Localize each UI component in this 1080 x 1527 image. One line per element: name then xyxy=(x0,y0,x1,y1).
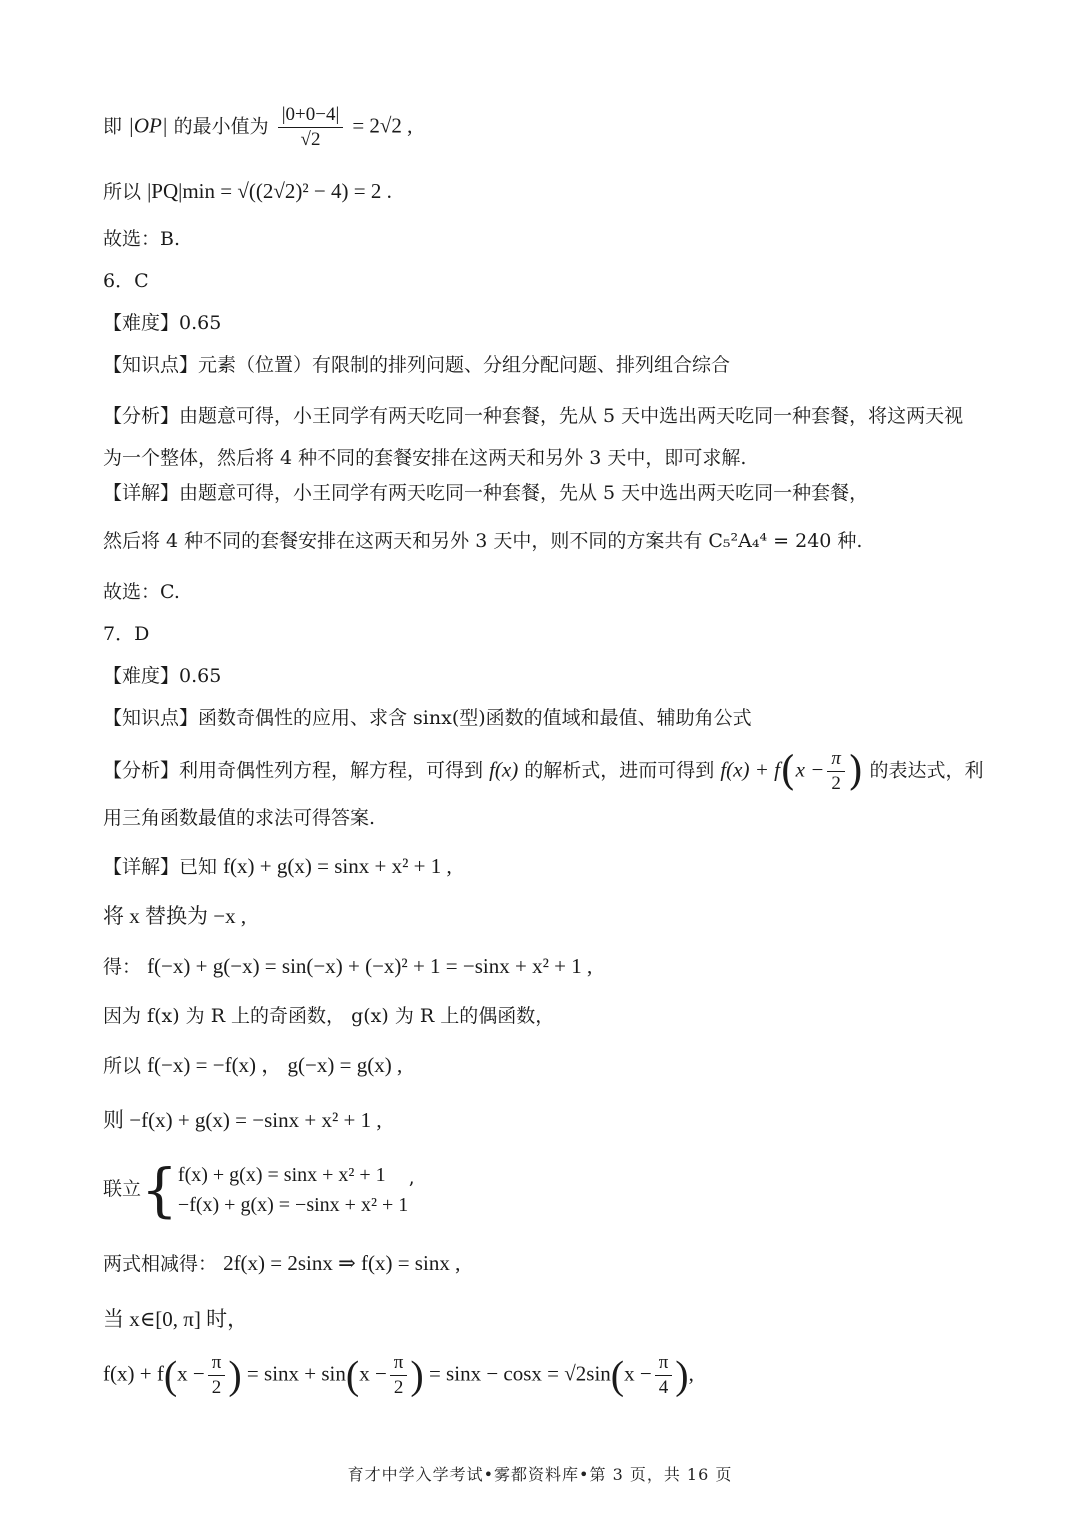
fraction-denominator: √2 xyxy=(300,129,321,150)
fraction xyxy=(278,104,344,151)
math-result: = 2√2 , xyxy=(352,113,413,138)
question-6-header: 6．C xyxy=(103,270,149,292)
q7-analysis-2: 用三角函数最值的求法可得答案. xyxy=(103,807,376,829)
math-x-minus: x − xyxy=(177,1361,205,1386)
q7-difficulty: 【难度】0.65 xyxy=(103,665,222,687)
paren-left: ( xyxy=(779,748,796,795)
fraction xyxy=(208,1352,226,1399)
q7-detail-5 xyxy=(103,1052,980,1079)
page-footer: 育才中学入学考试•雾都资料库•第 3 页，共 16 页 xyxy=(347,1465,733,1484)
answer-line: 故选：B. xyxy=(103,228,181,250)
q7-parity-line: 因为 f(x) 为 R 上的奇函数， g(x) 为 R 上的偶函数， xyxy=(103,1005,555,1027)
paren-right: ) xyxy=(410,1352,424,1398)
q7-analysis-1 xyxy=(103,748,984,795)
math-fx: f(x) xyxy=(489,757,519,782)
text: 【分析】利用奇偶性列方程，解方程，可得到 xyxy=(103,759,484,782)
text: 得： xyxy=(103,956,142,978)
paren-right: ) xyxy=(228,1352,242,1398)
q6-knowledge-points: 【知识点】元素（位置）有限制的排列问题、分组分配问题、排列组合综合 xyxy=(103,354,731,376)
text: ’ xyxy=(408,1178,415,1200)
paren-right: ) xyxy=(675,1352,689,1398)
text: 两式相减得： xyxy=(103,1253,218,1275)
q6-difficulty: 【难度】0.65 xyxy=(103,312,222,334)
paren-left: ( xyxy=(163,1352,178,1398)
math-x-minus: x − xyxy=(624,1361,652,1386)
math-subtract: 2f(x) = 2sinx ⇒ f(x) = sinx , xyxy=(223,1251,461,1275)
math-x-minus: x − xyxy=(359,1361,387,1386)
line-pq-min xyxy=(103,178,980,205)
fraction-numerator: π xyxy=(827,748,845,772)
fraction xyxy=(655,1352,673,1399)
q7-final-expression xyxy=(103,1352,980,1399)
q6-detail-1: 【详解】由题意可得，小王同学有两天吃同一种套餐，先从 5 天中选出两天吃同一种套餐， xyxy=(103,482,869,504)
fraction-denominator: 2 xyxy=(211,1377,222,1398)
paren-left: ( xyxy=(610,1352,625,1398)
fraction-denominator: 4 xyxy=(658,1377,669,1398)
fraction-numerator: π xyxy=(655,1352,673,1376)
line-op-min xyxy=(103,104,980,151)
equation-row-1: f(x) + g(x) = sinx + x² + 1 xyxy=(177,1164,386,1186)
math-substituted: f(−x) + g(−x) = sin(−x) + (−x)² + 1 = −sinx + x² + 1 , xyxy=(147,954,593,978)
math-part: = sinx + sin xyxy=(246,1361,346,1386)
math-part: f(x) + f xyxy=(103,1361,164,1386)
q6-detail-2: 然后将 4 种不同的套餐安排在这两天和另外 3 天中，则不同的方案共有 C₅²A₄⁴ = 240 种. xyxy=(103,530,863,552)
fraction-numerator: π xyxy=(390,1352,408,1376)
text: 即 xyxy=(103,115,123,138)
math-part: = sinx − cosx = √2sin xyxy=(428,1361,611,1386)
equation-row-2: −f(x) + g(x) = −sinx + x² + 1 xyxy=(177,1194,409,1216)
text: 联立 xyxy=(103,1178,142,1200)
brace-left: { xyxy=(141,1156,178,1224)
fraction xyxy=(827,748,845,795)
question-7-header: 7．D xyxy=(103,623,150,645)
math-pq: |PQ|min = √((2√2)² − 4) = 2 . xyxy=(147,179,392,203)
text: 的解析式，进而可得到 xyxy=(524,759,715,782)
fraction-numerator: π xyxy=(208,1352,226,1376)
text: 所以 xyxy=(103,181,142,203)
fraction xyxy=(390,1352,408,1399)
q7-knowledge-points: 【知识点】函数奇偶性的应用、求含 sinx(型)函数的值域和最值、辅助角公式 xyxy=(103,707,752,729)
math-part: , xyxy=(688,1361,694,1386)
paren-left: ( xyxy=(345,1352,360,1398)
q6-analysis: 【分析】由题意可得，小王同学有两天吃同一种套餐，先从 5 天中选出两天吃同一种套餐，将这两天视为一个整体，然后将 4 种不同的套餐安排在这两天和另外 3 天中，即可求解. xyxy=(103,405,964,469)
q7-replace-line: 将 x 替换为 −x , xyxy=(103,904,247,928)
math-given: f(x) + g(x) = sinx + x² + 1 , xyxy=(223,854,452,878)
q7-detail-1 xyxy=(103,853,980,880)
math-parity: f(−x) = −f(x) ， g(−x) = g(x) , xyxy=(147,1053,403,1077)
paren-right: ) xyxy=(847,748,864,795)
math-expr: f(x) + f xyxy=(720,757,780,782)
q7-domain-line: 当 x∈[0, π] 时， xyxy=(103,1307,249,1331)
q7-system xyxy=(103,1156,980,1224)
q7-detail-3 xyxy=(103,953,980,980)
math-op: |OP| xyxy=(128,113,168,138)
text: 的最小值为 xyxy=(173,115,269,138)
fraction-numerator: |0+0−4| xyxy=(278,104,344,128)
math-x-minus: x − xyxy=(795,757,825,782)
q7-detail-8 xyxy=(103,1250,980,1277)
text: 所以 xyxy=(103,1055,142,1077)
fraction-denominator: 2 xyxy=(393,1377,404,1398)
q7-detail-6: 则 −f(x) + g(x) = −sinx + x² + 1 , xyxy=(103,1108,382,1132)
text: 的表达式，利 xyxy=(869,759,984,782)
fraction-denominator: 2 xyxy=(831,773,841,794)
equation-system xyxy=(178,1160,408,1220)
text: 【详解】已知 xyxy=(103,856,218,878)
q6-answer: 故选：C. xyxy=(103,581,180,603)
